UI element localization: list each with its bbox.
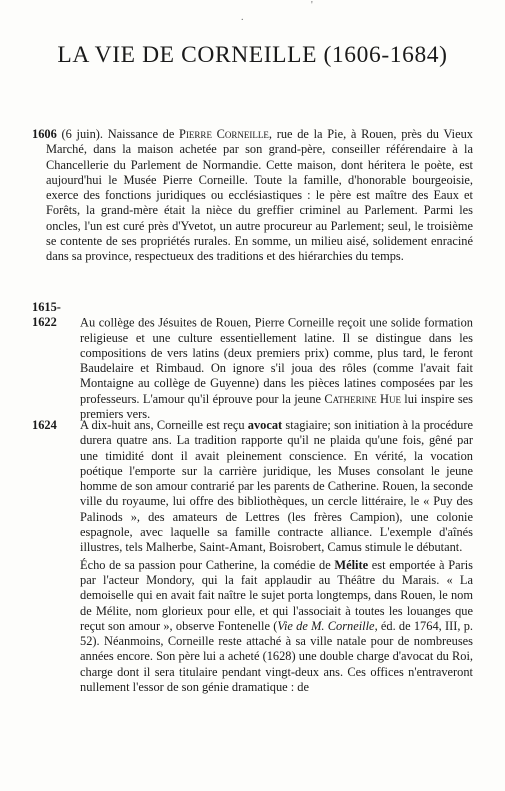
entry-paragraph (32, 300, 473, 422)
entry-text: est emportée à Paris par l'acteur Mondory, qui la fait applaudir au Théâtre du Marais. « La demoiselle qui en avait fait naître le sujet porta longtemps, dans Rouen, le nom de Mélite, nom glorieux pour elle, et qui l'associait à toutes les louanges que reçut son amour », observe Fontenelle ( (80, 557, 473, 633)
entry-text: stagiaire; son initiation à la procédure durera quatre ans. La tradition rapporte qu'il ne plaida qu'une fois, gêné par une timidité dont il avait pleinement conscience. En vérité, la vocation poétique l'emporte sur la carrière juridique, les Muses consolant le jeune homme de son amour contrarié par les parents de Catherine. Rouen, la seconde ville du royaume, lui offre des bibliothèques, un cercle littéraire, le « Puy des Palinods », des amateurs de Lettres (les frères Campion), une colonie espagnole, avec laquelle sa famille contracte alliance. L'exemple d'aînés illustres, tels Malherbe, Saint-Amant, Boisrobert, Camus stimule le débutant. (80, 418, 473, 555)
entry-text: lui inspire ses premiers vers. (80, 391, 473, 422)
entry-year: 1615-1622 (32, 300, 61, 330)
page-title: LA VIE DE CORNEILLE (1606-1684) (57, 42, 448, 68)
chronology-entry-1624 (32, 418, 473, 695)
entry-text: , rue de la Pie, à Rouen, près du Vieux Marché, dans la maison achetée par son grand-père, conseiller référendaire à la Chancellerie du Parlement de Normandie. Cette maison, dont héritera le poète, est aujourd'hui le Musée Pierre Corneille. Toute la famille, d'honorable bourgeoisie, exerce des fonctions juridiques ou ecclésiastiques : le père est maître des Eaux et Forêts, la grand-mère était la nièce du greffier criminel au Parlement. Parmi les oncles, l'un est curé près d'Yvetot, un autre procureur au Parlement; seul, le troisième se contente de ses propriétés rurales. En somme, un milieu aisé, solidement enraciné dans sa province, respectueux des traditions et des hiérarchies du temps. (46, 127, 473, 264)
chronology-entry-1606 (32, 127, 473, 265)
entry-paragraph (32, 558, 473, 696)
entry-year: 1624 (32, 418, 57, 432)
book-title: Vie de M. Corneille (277, 618, 375, 633)
ink-speck: ' (311, 0, 313, 11)
entry-text: , éd. de 1764, III, p. 52). Néanmoins, Corneille reste attaché à sa ville natale pour de nombreuses années encore. Son père lui a acheté (1628) une double charge d'avocat du Roi, charge dont il sera titulaire pendant vingt-deux ans. Ces offices n'entraveront nullement l'essor de son génie dramatique : de (80, 618, 473, 695)
entry-text: A dix-huit ans, Corneille est reçu (80, 418, 248, 432)
bold-term: Mélite (334, 557, 369, 572)
chronology-entry-1615-1622 (32, 300, 473, 422)
person-name: Catherine Hue (324, 391, 401, 406)
entry-text: Écho de sa passion pour Catherine, la comédie de (80, 557, 335, 572)
entry-text: Naissance de (103, 127, 180, 141)
entry-text: Au collège des Jésuites de Rouen, Pierre Corneille reçoit une solide formation religieuse et une culture essentiellement latine. Il se distingue dans les compositions de vers latins (deux premiers prix) comme, plus tard, le feront Baudelaire et Rimbaud. On ignore s'il joua des rôles (comme l'avait fait Montaigne au collège de Guyenne) dans les pièces latines composées par les professeurs. L'amour qu'il éprouve pour la jeune (80, 315, 473, 406)
bold-term: avocat (247, 418, 283, 432)
ink-speck: . (241, 12, 244, 23)
entry-year: 1606 (32, 127, 57, 141)
entry-paragraph (32, 418, 473, 556)
entry-paragraph (32, 127, 473, 265)
entry-date: (6 juin). (56, 127, 104, 141)
person-name: Pierre Corneille (179, 127, 269, 141)
